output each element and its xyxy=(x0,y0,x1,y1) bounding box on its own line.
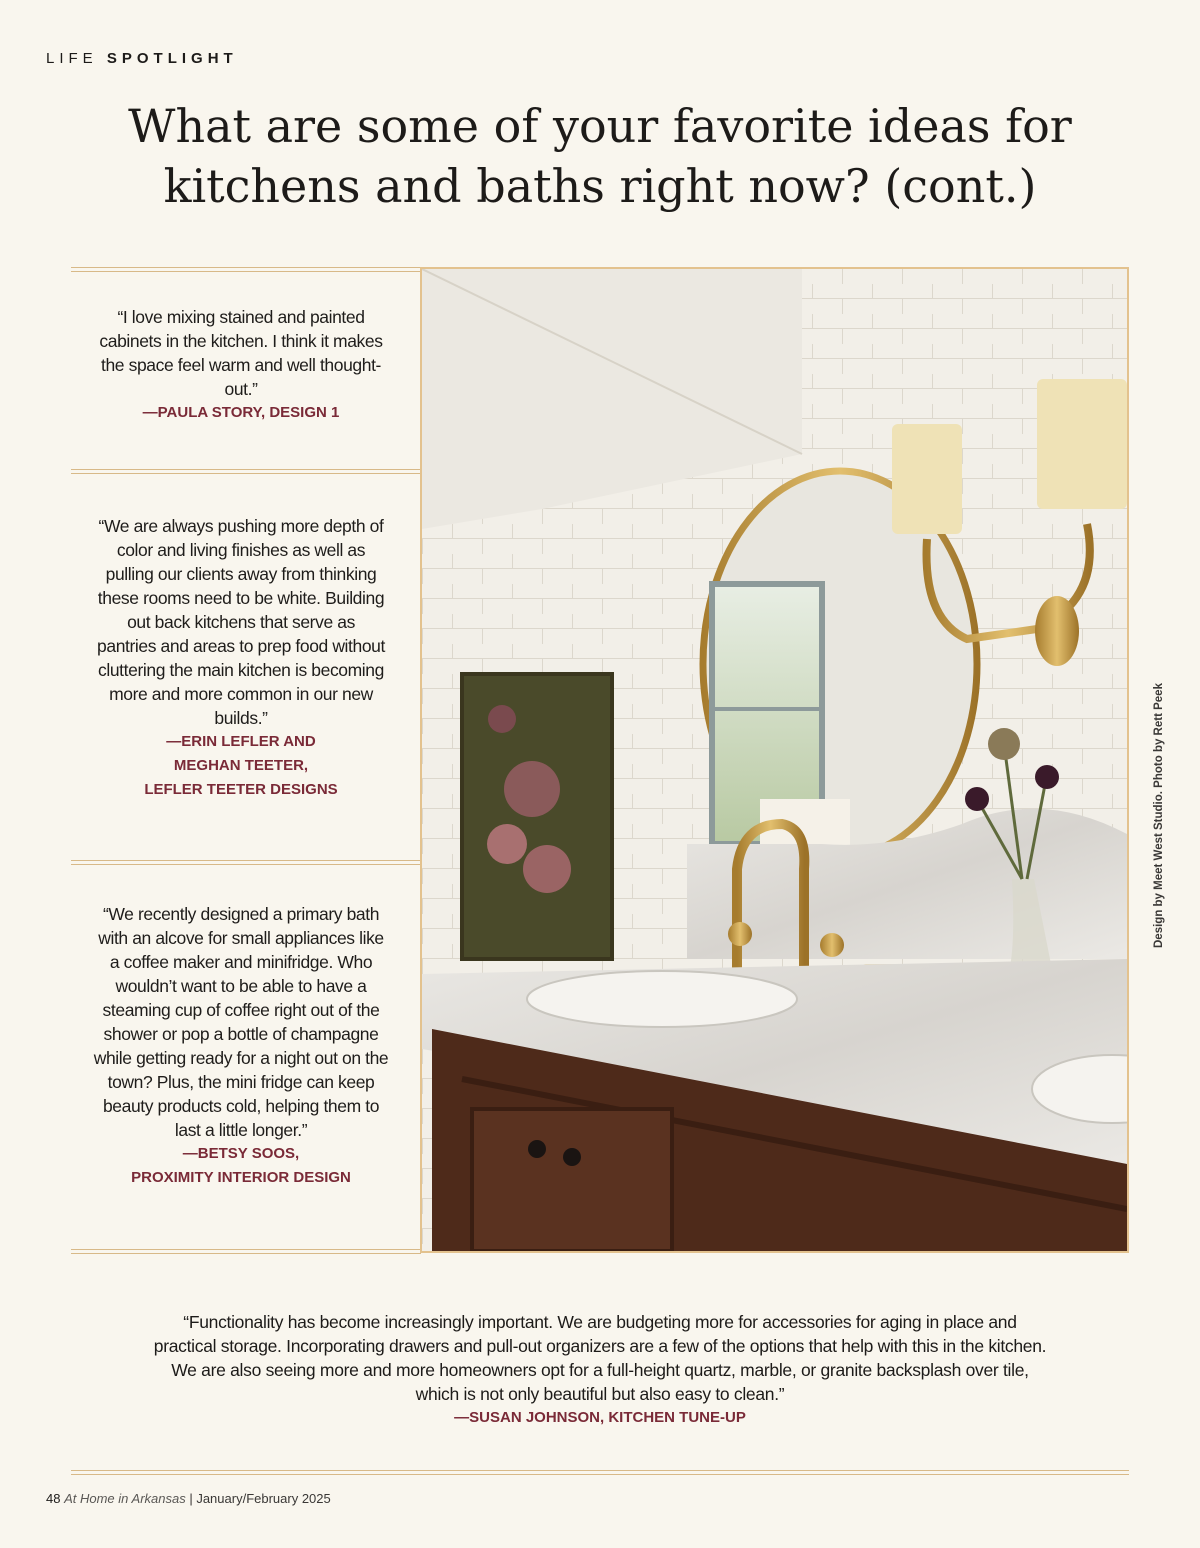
quote-attribution: —SUSAN JOHNSON, KITCHEN TUNE-UP xyxy=(454,1409,746,1426)
quote-2 xyxy=(96,514,386,802)
divider-rule xyxy=(71,469,421,474)
divider-rule xyxy=(71,1249,421,1254)
headline-line-1: What are some of your favorite ideas for xyxy=(128,99,1072,153)
headline-line-2: kitchens and baths right now? (cont.) xyxy=(163,159,1037,213)
page-footer xyxy=(46,1491,331,1506)
quote-text: “I love mixing stained and painted cabinets in the kitchen. I think it makes the space feel warm and well thought-out.” xyxy=(99,307,383,399)
issue-date: January/February 2025 xyxy=(196,1491,331,1506)
section-kicker xyxy=(46,50,238,67)
quote-text: “We recently designed a primary bath with an alcove for small appliances like a coffee maker and minifridge. Who wouldn’t want to be able to have a steaming cup of coffee right out of the shower or pop a bottle of champagne while getting ready for a night out on the town? Plus, the mini fridge can keep beauty products cold, helping them to last a little longer.” xyxy=(93,904,389,1140)
kicker-light: LIFE xyxy=(46,50,98,67)
kicker-bold: SPOTLIGHT xyxy=(106,50,238,67)
divider-rule xyxy=(71,267,421,272)
quote-text: “Functionality has become increasingly important. We are budgeting more for accessories for aging in place and practical storage. Incorporating drawers and pull-out organizers are a few of the options that help with this in the kitchen. We are also seeing more and more homeowners opt for a full-height quartz, marble, or granite backsplash over tile, which is not only beautiful but also easy to clean.” xyxy=(153,1312,1047,1404)
magazine-name: At Home in Arkansas xyxy=(64,1491,186,1506)
quote-3 xyxy=(92,902,390,1190)
quote-attribution: —PAULA STORY, DESIGN 1 xyxy=(142,404,340,421)
quote-text: “We are always pushing more depth of color and living finishes as well as pulling our clients away from thinking these rooms need to be white. Building out back kitchens that serve as pantries and areas to prep food without cluttering the main kitchen is becoming more and more common in our new builds.” xyxy=(97,516,385,728)
bathroom-photo xyxy=(420,267,1129,1253)
photo-credit: Design by Meet West Studio. Photo by Rett Peek xyxy=(1153,683,1165,948)
page-headline xyxy=(0,96,1200,216)
bottom-quote xyxy=(150,1310,1050,1430)
footer-separator: | xyxy=(185,1491,197,1506)
quote-attribution: —ERIN LEFLER AND MEGHAN TEETER, LEFLER TEETER DESIGNS xyxy=(144,733,338,798)
quote-1 xyxy=(90,305,392,425)
quote-attribution: —BETSY SOOS, PROXIMITY INTERIOR DESIGN xyxy=(131,1145,351,1186)
footer-rule xyxy=(71,1470,1129,1475)
page-number: 48 xyxy=(46,1491,61,1506)
divider-rule xyxy=(71,860,421,865)
